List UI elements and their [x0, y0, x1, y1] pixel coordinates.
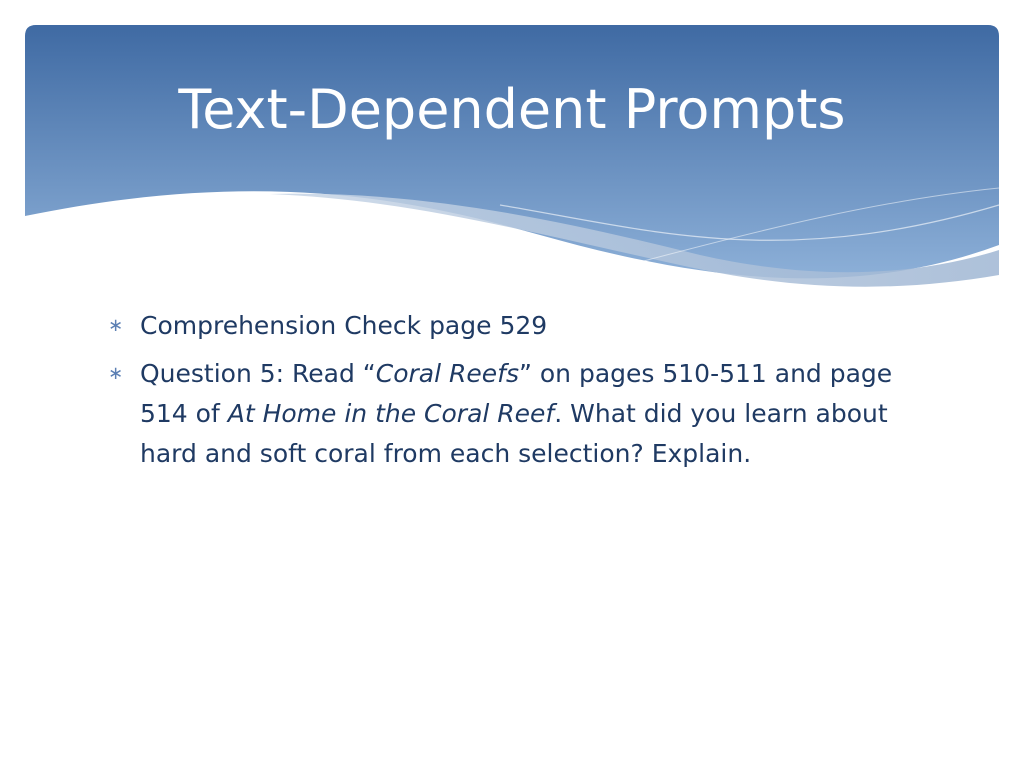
bullet-item-1: [108, 306, 908, 346]
book-title-at-home: At Home in the Coral Reef: [227, 399, 555, 428]
bullet-text-part: Comprehension Check page 529: [140, 311, 548, 340]
bullet-text: [140, 311, 547, 340]
bullet-text: [140, 359, 892, 468]
bullet-marker-icon: ∗: [108, 363, 124, 384]
bullet-text-part: Question 5: Read “: [140, 359, 376, 388]
bullet-list: [108, 306, 908, 482]
bullet-item-2: [108, 354, 908, 474]
slide-title: Text-Dependent Prompts: [178, 78, 846, 141]
title-banner: [0, 0, 1024, 300]
bullet-text-part: ” on pages 510-511 and page 514 of: [140, 359, 893, 428]
bullet-marker-icon: ∗: [108, 315, 124, 336]
book-title-coral-reefs: Coral Reefs: [375, 359, 519, 388]
bullet-text-part: . What did you learn about hard and soft coral from each selection? Explain.: [140, 399, 888, 468]
